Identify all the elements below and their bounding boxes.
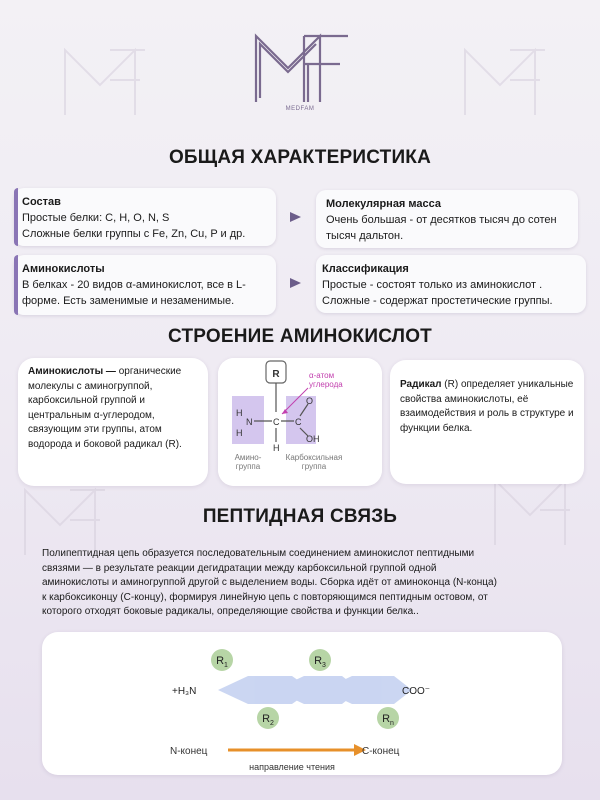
paragraph-line: которого отходят боковые радикалы, определяющие свойства и функции белка.. bbox=[42, 606, 419, 617]
logo-text: MEDFAM bbox=[285, 106, 315, 112]
carboxyl-group-label: Карбоксильная bbox=[285, 453, 343, 462]
card-composition bbox=[14, 188, 276, 246]
h-atom: H bbox=[236, 428, 243, 438]
amino-group-label: группа bbox=[235, 462, 261, 471]
oh-group: OH bbox=[306, 434, 320, 444]
peptide-chain-diagram bbox=[42, 632, 562, 775]
r3-label: $R_3$ bbox=[314, 655, 326, 669]
medfam-logo bbox=[248, 28, 352, 118]
n-terminus-label: N-конец bbox=[170, 746, 208, 757]
arrow-right-icon bbox=[290, 278, 301, 288]
paragraph-line: Полипептидная цепь образуется последовательным соединением аминокислот пептидными bbox=[42, 548, 475, 559]
reading-direction-label: направление чтения bbox=[249, 762, 335, 772]
carboxyl-group-label: группа bbox=[301, 462, 327, 471]
amino-acid-definition-panel bbox=[18, 358, 208, 486]
paragraph-line: связями — в результате реакции дегидратации между карбоксильной группой одной bbox=[42, 562, 437, 574]
amino-terminus-label: +H₃N bbox=[172, 686, 197, 697]
paragraph-line: аминокислоты и аминогруппой другой с выделением воды. Сборка идёт от аминоконца (N-конца) bbox=[42, 577, 497, 588]
card-title: Состав bbox=[22, 196, 61, 208]
watermark-logo bbox=[60, 40, 150, 120]
section-title-structure: СТРОЕНИЕ АМИНОКИСЛОТ bbox=[168, 326, 432, 347]
amino-acid-structure-diagram bbox=[218, 358, 382, 486]
carboxyl-terminus-label: COO⁻ bbox=[402, 686, 431, 697]
section-title-peptide: ПЕПТИДНАЯ СВЯЗЬ bbox=[202, 506, 398, 527]
radical-text: (R) определяет уникальные свойства аминокислоты, её взаимодействия и роль в структуре и функции белка. bbox=[400, 379, 574, 434]
arrow-right-icon bbox=[290, 212, 301, 222]
c-terminus-label: C-конец bbox=[362, 746, 400, 757]
o-atom: O bbox=[306, 396, 314, 406]
card-amino-acids bbox=[14, 255, 276, 315]
c-alpha-atom: C bbox=[273, 417, 280, 427]
card-text: В белках - 20 видов α-аминокислот, все в L-форме. Есть заменимые и незаменимые. bbox=[22, 279, 246, 307]
paragraph-line: к карбоксиконцу (C-концу), формируя линейную цепь с повторяющимся пептидным остовом, от bbox=[42, 591, 488, 603]
card-molar-mass bbox=[316, 190, 578, 248]
card-title: Классификация bbox=[322, 263, 409, 275]
card-title: Аминокислоты bbox=[22, 263, 105, 275]
radical-definition-panel bbox=[390, 360, 584, 484]
alpha-label: углерода bbox=[309, 380, 343, 389]
card-classification bbox=[316, 255, 586, 313]
c-carboxyl-atom: C bbox=[295, 417, 302, 427]
card-line: Сложные - содержат простетические группы. bbox=[322, 295, 553, 307]
rn-label: $R_n$ bbox=[382, 713, 394, 727]
peptide-paragraph bbox=[42, 547, 562, 620]
r1-label: $R_1$ bbox=[216, 655, 228, 669]
card-line: Простые - состоят только из аминокислот . bbox=[322, 279, 543, 291]
card-line: Сложные белки группы с Fe, Zn, Cu, P и др. bbox=[22, 228, 246, 240]
definition-text: органические молекулы с аминогруппой, карбоксильной группой и центральным α-углеродом, связующим эти группы, атом водорода и боковой радикал (R). bbox=[28, 366, 182, 450]
watermark-logo bbox=[460, 40, 550, 120]
h-atom: H bbox=[236, 408, 243, 418]
n-atom: N bbox=[246, 417, 253, 427]
r-label: R bbox=[272, 369, 280, 380]
r2-label: $R_2$ bbox=[262, 713, 274, 727]
card-line: Простые белки: C, H, O, N, S bbox=[22, 212, 170, 224]
radical-bold: Радикал bbox=[400, 379, 442, 390]
h-atom: H bbox=[273, 443, 280, 453]
card-text: Очень большая - от десятков тысяч до сотен тысяч дальтон. bbox=[326, 214, 557, 242]
alpha-label: α-атом bbox=[309, 371, 335, 380]
amino-group-label: Амино- bbox=[234, 453, 262, 462]
section-title-general: ОБЩАЯ ХАРАКТЕРИСТИКА bbox=[168, 147, 432, 168]
card-title: Молекулярная масса bbox=[326, 198, 442, 210]
definition-bold: Аминокислоты — bbox=[28, 366, 116, 377]
